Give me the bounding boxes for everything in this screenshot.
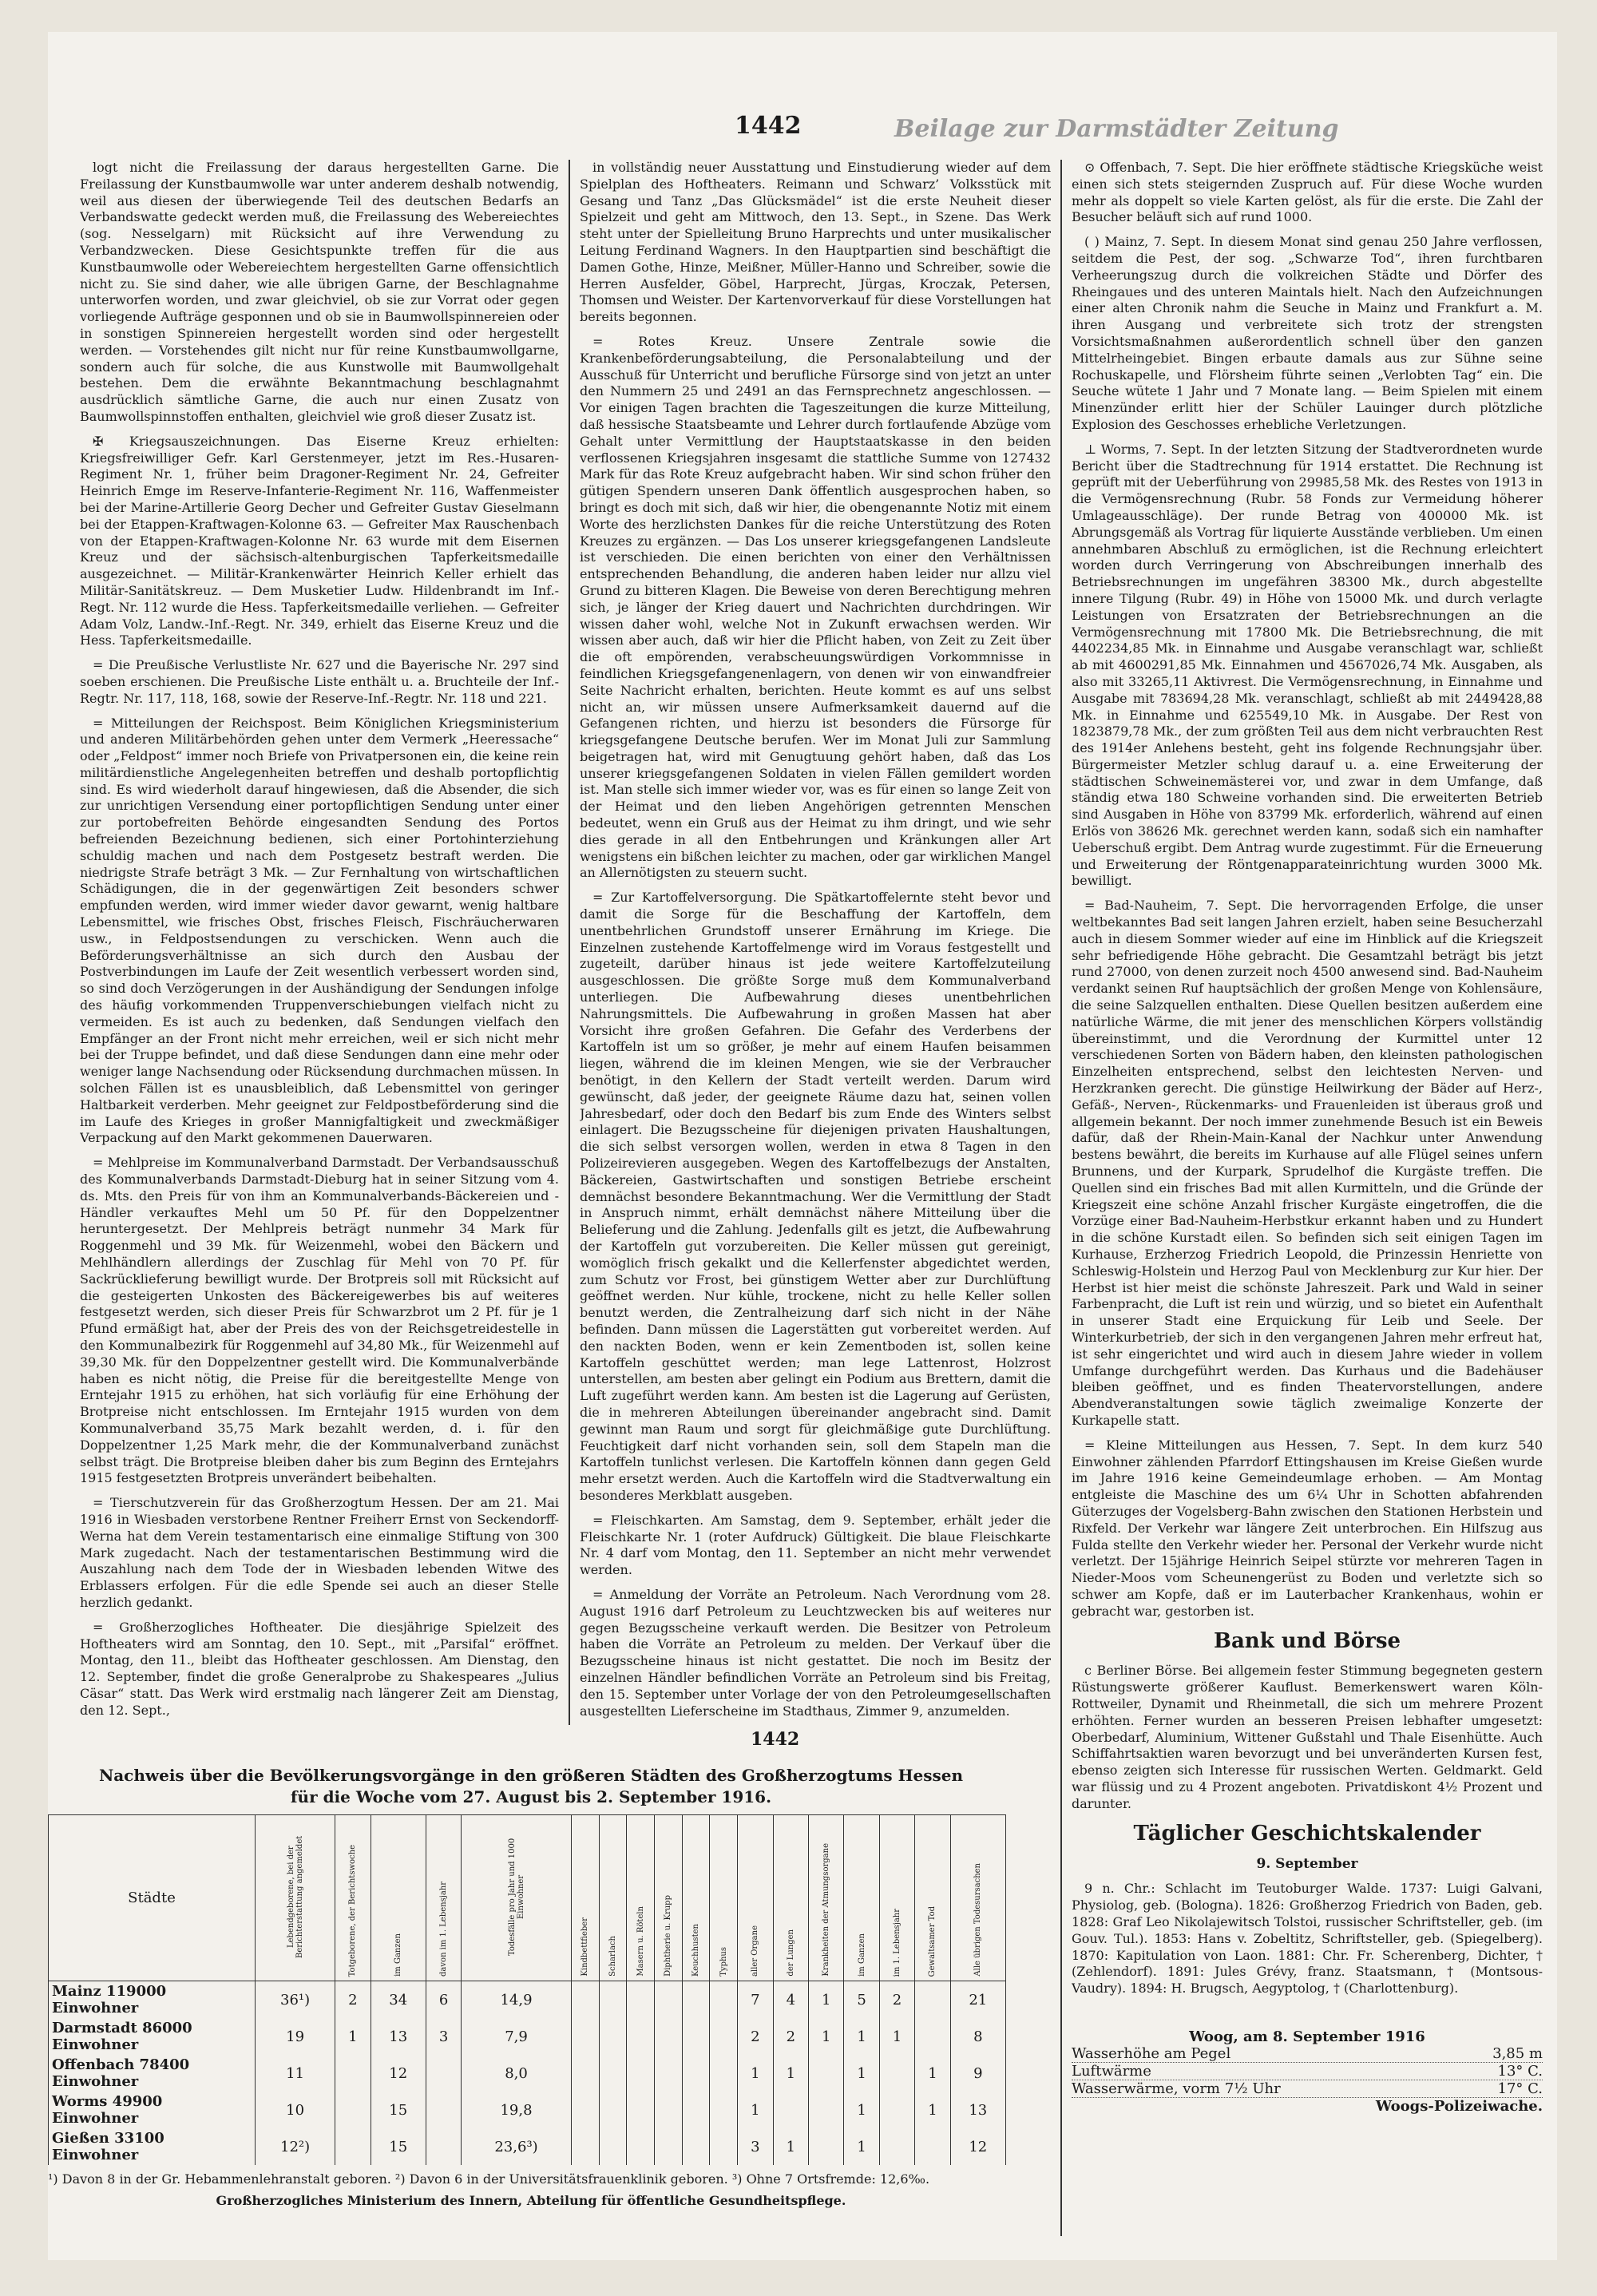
- table-cell: 13: [950, 2092, 1005, 2128]
- table-column-header: Alle übrigen Todesursachen: [950, 1815, 1005, 1981]
- table-cell: 9: [950, 2055, 1005, 2092]
- table-row: [49, 2055, 1006, 2092]
- column-2: [580, 160, 1051, 1725]
- table-cell: 14,9: [462, 1981, 572, 2019]
- table-cell: [571, 2128, 599, 2165]
- table-cell: 12²): [256, 2128, 335, 2165]
- table-cell: [627, 2128, 655, 2165]
- table-cell: 2: [335, 1981, 371, 2019]
- table-cell: 1: [844, 2018, 879, 2055]
- table-cell: [599, 2128, 627, 2165]
- table-cell: 34: [371, 1981, 426, 2019]
- table-cell: [571, 2018, 599, 2055]
- table-cell: [773, 2092, 808, 2128]
- table-column-header: im 1. Lebensjahr: [879, 1815, 914, 1981]
- table-cell: [335, 2128, 371, 2165]
- column-divider: [1060, 160, 1062, 2236]
- article: = Tierschutzverein für das Großherzogtum Hessen. Der am 21. Mai 1916 in Wiesbaden verstorbene Rentner Freiherr Ernst von Seckendorff-Werna hat dem Verein testamentarisch eine einmalige Stiftung von 300 Mark zugedacht. Nach der testamentarischen Bestimmung wird die Auszahlung nach dem Tode der in Wiesbaden lebenden Witwe des Erblassers erfolgen. Für die edle Spende sei auch an dieser Stelle herzlich gedankt.: [80, 1495, 559, 1610]
- article: ⊥ Worms, 7. Sept. In der letzten Sitzung der Stadtverordneten wurde Bericht über die Stadtrechnung für 1914 erstattet. Die Rechnung ist geprüft mit der Ueberführung von 29985,58 Mk. des Restes von 1913 in die Vermögensrechnung (Rubr. 58 Fonds zur Vermeidung höherer Umlageausschläge). Der runde Betrag von 400000 Mk. ist Abrungsgemäß als Vortrag für liquierte Ausstände verblieben. Um einen annehmbaren Abschluß zu ermöglichen, ist die Rechnung erleichtert worden durch Verringerung von Abschreibungen innerhalb des Betriebsrechnungen im ungefähren 38300 Mk., durch abgestellte innere Tilgung (Rubr. 49) in Höhe von 15000 Mk. und durch verlagte Leistungen von Ersatzraten der Betriebsrechnungen an die Vermögensrechnung mit 17800 Mk. Die Betriebsrechnung, die mit 4402234,85 Mk. in Einnahme und Ausgabe veranschlagt war, schließt ab mit 4600291,85 Mk. Einnahmen und 4567026,74 Mk. Ausgaben, als also mit 33265,11 Aktivrest. Die Vermögensrechnung, in Einnahme und Ausgabe mit 783694,28 Mk. veranschlagt, schließt ab mit 2449428,88 Mk. in Einnahme und 625549,10 Mk. in Ausgabe. Der Rest von 1823879,78 Mk., der zum größten Teil aus dem nicht verbrauchten Rest des 1914er Anlehens besteht, geht ins folgende Rechnungsjahr über. Bürgermeister Metzler schlug darauf u. a. eine Erweiterung der städtischen Schweinemästerei vor, und zwar in dem Umfange, daß ständig etwa 180 Schweine vorhanden sind. Die erweiterten Betrieb sind Ausgaben in Höhe von 83799 Mk. erforderlich, während auf einen Erlös von 38626 Mk. gerechnet werden kann, sodaß sich ein namhafter Ueberschuß ergibt. Dem Antrag wurde zugestimmt. Für die Erneuerung und Erweiterung der Röntgenapparateinrichtung wurden 3000 Mk. bewilligt.: [1072, 441, 1543, 889]
- table-cell: 15: [371, 2128, 426, 2165]
- table-cell: [426, 2055, 461, 2092]
- table-cell: 1: [773, 2055, 808, 2092]
- table-cell: [627, 2018, 655, 2055]
- table-cell: [654, 2018, 682, 2055]
- column-3: [1072, 160, 1543, 2020]
- article: c Berliner Börse. Bei allgemein fester Stimmung begegneten gestern Rüstungswerte größerer Kauflust. Bemerkenswert waren Köln-Rottweiler, Dynamit und Rheinmetall, die sich um mehrere Prozent erhöhten. Ferner wurden an besseren Preisen lebhafter umgesetzt: Oberbedarf, Aluminium, Wittener Gußstahl und Thale Eisenhütte. Auch Schiffahrtsaktien waren bevorzugt und bei unveränderten Kursen fest, ebenso zeigten sich Interesse für russischen Werten. Geldmarkt. Geld war flüssig und zu 4 Prozent angeboten. Privatdiskont 4½ Prozent und darunter.: [1072, 1663, 1543, 1811]
- table-column-header: Gewaltsamer Tod: [915, 1815, 950, 1981]
- article: logt nicht die Freilassung der daraus hergestellten Garne. Die Freilassung der Kunstbaumwolle war unter anderem deshalb notwendig, weil aus diesen der überwiegende Teil des deutschen Bedarfs an Verbandswatte gedeckt werden muß, die Freilassung des Webereiechtes (sog. Nesselgarn) mit Rücksicht auf ihre Verwendung zu Verbandzwecken. Diese Gesichtspunkte treffen für die aus Kunstbaumwolle oder Webereiechtem hergestellten Garne offensichtlich nicht zu. Sie sind daher, wie alle übrigen Garne, der Beschlagnahme unterworfen worden, und zwar gleichviel, ob sie zur Vorrat oder gegen vorliegende Aufträge gesponnen und ob sie in Baumwollspinnereien oder in sonstigen Spinnereien hergestellt worden sind oder hergestellt werden. — Vorstehendes gilt nicht nur für reine Kunstbaumwollgarne, sondern auch für solche, die aus Kunstwolle mit Baumwollgehalt bestehen. Dem die erwähnte Bekanntmachung beschlagnahmt ausdrücklich sämtliche Garne, die auch nur einen Zusatz von Baumwollspinnstoffen enthalten, gleichviel wie groß dieser Zusatz ist.: [80, 160, 559, 424]
- table-column-header: davon im 1. Lebensjahr: [426, 1815, 461, 1981]
- article: = Zur Kartoffelversorgung. Die Spätkartoffelernte steht bevor und damit die Sorge für die Beschaffung der Kartoffeln, dem unentbehrlichen Grundstoff unserer Ernährung im Kriege. Die Einzelnen zustehende Kartoffelmenge wird im Voraus festgestellt und zugeteilt, darüber hinaus ist jede weitere Kartoffelzuteilung ausgeschlossen. Die größte Sorge muß dem Kommunalverband unterliegen. Die Aufbewahrung dieses unentbehrlichen Nahrungsmittels. Die Aufbewahrung in großen Massen hat aber Vorsicht ihre großen Gefahren. Die Gefahr des Verderbens der Kartoffeln ist um so größer, je mehr auf einem Haufen beisammen liegen, während die im kleinen Mengen, wie sie der Verbraucher benötigt, in den Kellern der Stadt verteilt werden. Darum wird gewünscht, daß jeder, der geeignete Räume dazu hat, seinen vollen Jahresbedarf, oder doch den Bedarf bis zum Ende des Winters selbst einlagert. Die Bezugsscheine für diejenigen privaten Haushaltungen, die sich selbst versorgen wollen, werden in etwa 8 Tagen in den Polizeirevieren ausgegeben. Wegen des Kartoffelbezugs der Anstalten, Bäckereien, Gastwirtschaften und sonstigen Betriebe erscheint demnächst besondere Bekanntmachung. Wer die Vermittlung der Stadt in Anspruch nimmt, erhält demnächst nähere Mitteilung über die Belieferung und die Zahlung. Jedenfalls gilt es jetzt, die Aufbewahrung der Kartoffeln gut vorzubereiten. Die Keller müssen gut gereinigt, womöglich frisch gekalkt und die Kellerfenster abgedichtet werden, zum Schutz vor Frost, bei günstigem Wetter aber zur Durchlüftung geöffnet werden. Nur kühle, trockene, nicht zu helle Keller sollen benutzt werden, die Zentralheizung darf sich nicht in der Nähe befinden. Dann müssen die Lagerstätten gut vorbereitet werden. Auf den nackten Boden, wenn er kein Zementboden ist, sollen keine Kartoffeln geschüttet werden; man lege Lattenrost, Holzrost unterstellen, am besten aber gelingt ein Podium aus Brettern, damit die Luft zugeführt werden kann. Am besten ist die Lagerung auf Gerüsten, die in mehreren Abteilungen übereinander angebracht sind. Damit gewinnt man Raum und sorgt für gleichmäßige gute Durchlüftung. Feuchtigkeit darf nicht vorhanden sein, soll dem Stapeln man die Kartoffeln tunlichst verlesen. Die Kartoffeln können dann gegen Geld mehr ersetzt werden. Auch die Kartoffeln wird die Stadtverwaltung ein besonderes Merkblatt ausgeben.: [580, 890, 1051, 1503]
- table-cell: 2: [879, 1981, 914, 2019]
- city-cell: Gießen 33100 Einwohner: [49, 2128, 256, 2165]
- table-cell: 21: [950, 1981, 1005, 2019]
- table-cell: 5: [844, 1981, 879, 2019]
- article: = Bad-Nauheim, 7. Sept. Die hervorragenden Erfolge, die unser weltbekanntes Bad seit langen Jahren erzielt, haben seine Besucherzahl auch in diesem Sommer wieder auf eine im Hinblick auf die Kriegszeit sehr befriedigende Höhe gebracht. Die Gesamtzahl beträgt bis jetzt rund 27000, von denen zurzeit noch 4500 anwesend sind. Bad-Nauheim verdankt seinen Ruf hauptsächlich der großen Menge von Kohlensäure, die seine Salzquellen enthalten. Diese Quellen besitzen außerdem eine natürliche Wärme, die mit jener des menschlichen Körpers vollständig übereinstimmt, und die Verordnung der Kurmittel unter 12 verschiedenen Sorten von Bädern haben, den kleinsten pathologischen Einzelheiten entsprechend, selbst den leichtesten Nerven- und Herzkranken gerecht. Die günstige Heilwirkung der Bäder auf Herz-, Gefäß-, Nerven-, Rückenmarks- und Frauenleiden ist überaus groß und allgemein bekannt. Der noch immer zunehmende Besuch ist ein Beweis dafür, daß der Rhein-Main-Kanal der Nachkur unter Anwendung bestens bewährt, die bereits im Kurhause auf alle Flügel seines unfern Brunnens, und der Kurpark, Sprudelhof die Kurgäste treffen. Die Quellen sind ein frisches Bad mit allen Kurmitteln, und die Gründe der Kriegszeit eine schöne Anzahl frischer Kurgäste eingetroffen, die die Vorzüge einer Bad-Nauheim-Herbstkur erkannt haben und zu Hundert in die schöne Kurstadt eilen. So befinden sich seit einigen Tagen im Kurhause, Erzherzog Friedrich Leopold, die Prinzessin Henriette von Schleswig-Holstein und Herzog Paul von Mecklenburg zur Kur hier. Der Herbst ist hier meist die schönste Jahreszeit. Park und Wald in seiner Farbenpracht, die Luft ist rein und würzig, und so bietet ein Aufenthalt in unserer Stadt eine Erquickung für Leib und Seele. Der Winterkurbetrieb, der sich in den vergangenen Jahren mehr erfreut hat, ist sehr eingerichtet und wird auch in diesem Jahre wieder in vollem Umfange durchgeführt werden. Das Kurhaus und die Badehäuser bleiben geöffnet, und es finden Theatervorstellungen, andere Abendveranstaltungen sowie täglich zweimalige Konzerte der Kurkapelle statt.: [1072, 898, 1543, 1428]
- table-cell: [710, 2128, 738, 2165]
- article: 9 n. Chr.: Schlacht im Teutoburger Walde. 1737: Luigi Galvani, Physiolog, geb. (Bologna). 1826: Großherzog Friedrich von Baden, geb. 1828: Graf Leo Nikolajewitsch Tolstoi, russischer Schriftsteller, geb. (im Gouv. Tul.). 1853: Hans v. Zobeltitz, Schriftsteller, geb. (Spiegelberg). 1870: Kapitulation von Laon. 1881: Chr. Fr. Scherenberg, Dichter, † (Zehlendorf). 1891: Jules Grévy, franz. Staatsmann, † (Montsous-Vaudry). 1894: H. Brugsch, Aegyptolog, † (Charlottenburg).: [1072, 1881, 1543, 1997]
- table-cell: [682, 1981, 710, 2019]
- table-cell: 8,0: [462, 2055, 572, 2092]
- footnotes: ¹) Davon 8 in der Gr. Hebammenlehranstalt geboren. ²) Davon 6 in der Universitätsfrauenklinik geboren. ³) Ohne 7 Ortsfremde: 12,6‰.: [48, 2171, 930, 2187]
- table-cell: [682, 2018, 710, 2055]
- newspaper-page: [48, 32, 1557, 2260]
- table-cell: [915, 2018, 950, 2055]
- article: 9. September: [1256, 1856, 1358, 1873]
- table-cell: 1: [809, 2018, 844, 2055]
- table-cell: 19,8: [462, 2092, 572, 2128]
- table-row: [49, 2018, 1006, 2055]
- table-cell: [426, 2092, 461, 2128]
- table-cell: [710, 2018, 738, 2055]
- table-cell: [571, 1981, 599, 2019]
- table-cell: 12: [950, 2128, 1005, 2165]
- table-cell: [682, 2055, 710, 2092]
- table-cell: 1: [844, 2128, 879, 2165]
- table-cell: 36¹): [256, 1981, 335, 2019]
- woog-title: Woog, am 8. September 1916: [1189, 2028, 1425, 2045]
- woog-row: Luftwärme 13° C.: [1072, 2063, 1543, 2080]
- table-cell: [915, 1981, 950, 2019]
- city-cell: Darmstadt 86000 Einwohner: [49, 2018, 256, 2055]
- table-cell: 1: [773, 2128, 808, 2165]
- table-cell: 6: [426, 1981, 461, 2019]
- table-cell: 2: [773, 2018, 808, 2055]
- table-cell: [915, 2128, 950, 2165]
- article: = Kleine Mitteilungen aus Hessen, 7. Sept. In dem kurz 540 Einwohner zählenden Pfarrdorf Ettingshausen im Kreise Gießen wurde im Jahre 1916 keine Gemeindeumlage erhoben. — Am Montag entgleiste die Maschine des um 6¼ Uhr in Schotten abfahrenden Güterzuges der Vogelsberg-Bahn zwischen den Stationen Herbstein und Rixfeld. Der Verkehr war längere Zeit unterbrochen. Ein Hilfszug aus Fulda stellte den Verkehr wieder her. Personal der Verkehr wurde nicht verletzt. Der 15jährige Heinrich Seipel stürzte vor mehreren Tagen in Nieder-Moos vom Scheunengerüst zu Boden und verletzte sich so schwer am Kopfe, daß er im Lauterbacher Krankenhaus, wohin er gebracht war, gestorben ist.: [1072, 1437, 1543, 1619]
- table-cell: [599, 1981, 627, 2019]
- table-cell: [426, 2128, 461, 2165]
- article: Bank und Börse: [1213, 1628, 1401, 1653]
- article: ✠ Kriegsauszeichnungen. Das Eiserne Kreuz erhielten: Kriegsfreiwilliger Gefr. Karl Gerstenmeyer, jetzt im Res.-Husaren-Regiment Nr. 1, früher beim Dragoner-Regiment Nr. 24, Gefreiter Heinrich Emge im Reserve-Infanterie-Regiment Nr. 116, Waffenmeister bei der Marine-Artillerie Georg Decher und Gefreiter Gustav Gieselmann bei der Etappen-Kraftwagen-Kolonne 63. — Gefreiter Max Rauschenbach von der Etappen-Kraftwagen-Kolonne Nr. 63 wurde mit dem Eisernen Kreuz und der sächsisch-altenburgischen Tapferkeitsmedaille ausgezeichnet. — Militär-Krankenwärter Heinrich Keller erhielt das Militär-Sanitätskreuz. — Dem Musketier Ludw. Hildenbrandt im Inf.-Regt. Nr. 112 wurde die Hess. Tapferkeitsmedaille verliehen. — Gefreiter Adam Volz, Landw.-Inf.-Regt. Nr. 349, erhielt das Eiserne Kreuz und die Hess. Tapferkeitsmedaille.: [80, 433, 559, 648]
- column-divider: [569, 160, 570, 1725]
- article: ⊙ Offenbach, 7. Sept. Die hier eröffnete städtische Kriegsküche weist einen sich stets steigernden Zuspruch auf. Für diese Woche wurden mehr als doppelt so viele Karten gelöst, als für die erste. Die Zahl der Besucher beläuft sich auf rund 1000.: [1072, 160, 1543, 225]
- table-column-header: Typhus: [710, 1815, 738, 1981]
- table-cell: [710, 1981, 738, 2019]
- article: ( ) Mainz, 7. Sept. In diesem Monat sind genau 250 Jahre verflossen, seitdem die Pest, der sog. „Schwarze Tod“, ihren furchtbaren Verheerungszug durch die volkreichen Städte und Dörfer des Rheingaues und des unteren Maintals hielt. Nach den Aufzeichnungen einer alten Chronik nahm die Seuche in Mainz und Frankfurt a. M. ihren Ausgang und verbreitete sich trotz der strengsten Vorsichtsmaßnahmen außerordentlich schnell über den ganzen Mittelrheingebiet. Bingen erbaute damals aus zur Sühne seine Rochuskapelle, und Flörsheim führte seinen „Verlobten Tag“ ein. Die Seuche wütete 1 Jahr und 7 Monate lang. — Beim Spielen mit einem Minenzünder erlitt hier der Schüler Lauinger durch plötzliche Explosion des Geschosses erhebliche Verletzungen.: [1072, 234, 1543, 432]
- woog-report: [1072, 2028, 1543, 2115]
- table-cell: [879, 2092, 914, 2128]
- table-column-header: im Ganzen: [844, 1815, 879, 1981]
- table-row: [49, 2128, 1006, 2165]
- supplement-title: Beilage zur Darmstädter Zeitung: [894, 115, 1339, 143]
- table-cell: [809, 2128, 844, 2165]
- table-cell: [627, 2092, 655, 2128]
- city-cell: Worms 49900 Einwohner: [49, 2092, 256, 2128]
- table-column-header: im Ganzen: [371, 1815, 426, 1981]
- table-cell: [627, 1981, 655, 2019]
- statistics-table: [48, 1814, 1006, 2165]
- woog-sign: Woogs-Polizeiwache.: [1375, 2098, 1543, 2115]
- table-column-header: aller Organe: [738, 1815, 773, 1981]
- page-header: [48, 112, 1557, 160]
- city-cell: Offenbach 78400 Einwohner: [49, 2055, 256, 2092]
- article: = Fleischkarten. Am Samstag, dem 9. September, erhält jeder die Fleischkarte Nr. 1 (roter Aufdruck) Gültigkeit. Die blaue Fleischkarte Nr. 4 darf vom Montag, den 11. September an nicht mehr verwendet werden.: [580, 1512, 1051, 1578]
- table-cell: [654, 2092, 682, 2128]
- table-row: [49, 2092, 1006, 2128]
- table-cell: 1: [844, 2092, 879, 2128]
- table-cell: 15: [371, 2092, 426, 2128]
- table-cell: [879, 2055, 914, 2092]
- table-cell: 1: [844, 2055, 879, 2092]
- table-cell: 1: [915, 2055, 950, 2092]
- table-cell: [599, 2092, 627, 2128]
- table-column-header: Krankheiten der Atmungsorgane: [809, 1815, 844, 1981]
- table-cell: 12: [371, 2055, 426, 2092]
- table-cell: [599, 2018, 627, 2055]
- article: = Anmeldung der Vorräte an Petroleum. Nach Verordnung vom 28. August 1916 darf Petroleum zu Leuchtzwecken bis auf weiteres nur gegen Bezugsscheine verkauft werden. Die Besitzer von Petroleum haben die Vorräte an Petroleum zu melden. Der Verkauf über die Bezugsscheine hinaus ist nicht gestattet. Die noch im Besitz der einzelnen Händler befindlichen Vorräte an Petroleum sind bis Freitag, den 15. September unter Vorlage der von den Petroleumgesellschaften ausgestellten Lieferscheine im Stadthaus, Zimmer 9, anzumelden.: [580, 1586, 1051, 1719]
- table-column-header: der Lungen: [773, 1815, 808, 1981]
- city-cell: Mainz 119000 Einwohner: [49, 1981, 256, 2019]
- table-cell: 1: [879, 2018, 914, 2055]
- table-cell: 1: [809, 1981, 844, 2019]
- table-column-header: Todesfälle pro Jahr und 1000 Einwohner: [462, 1815, 572, 1981]
- article: = Mehlpreise im Kommunalverband Darmstadt. Der Verbandsausschuß des Kommunalverbands Darmstadt-Dieburg hat in seiner Sitzung vom 4. ds. Mts. den Preis für von ihm an Kommunalverbands-Bäckereien und -Händler verkauftes Mehl um 50 Pf. für den Doppelzentner heruntergesetzt. Der Mehlpreis beträgt nunmehr 34 Mark für Roggenmehl und 39 Mk. für Weizenmehl, wobei den Bäckern und Mehlhändlern allerdings der Zuschlag für Mehl von 70 Pf. für Sackrücklieferung bewilligt wurde. Der Brotpreis soll mit Rücksicht auf die gesteigerten Unkosten des Bäckereigewerbes bis auf weiteres festgesetzt werden, sich dieser Preis für Schwarzbrot um 2 Pf. für je 1 Pfund ermäßigt hat, aber der Preis des von der Reichsgetreidestelle in den Kommunalbezirk für Roggenmehl auf 34,80 Mk., für Weizenmehl auf 39,30 Mk. für den Doppelzentner gestellt wird. Die Kommunalverbände haben es nicht nötig, die Preise für die bereitgestellte Menge von Erntejahr 1915 zu erhöhen, hat sich vorläufig für eine Erhöhung der Brotpreise nicht entschlossen. Im Erntejahr 1915 wurden von dem Kommunalverband 35,75 Mark bezahlt werden, d. i. für den Doppelzentner 1,25 Mark mehr, die der Kommunalverband zunächst selbst trägt. Die Brotpreise bleiben daher bis zum Beginn des Erntejahrs 1915 festgesetzten Brotpreis unverändert beibehalten.: [80, 1155, 559, 1486]
- table-cell: [627, 2055, 655, 2092]
- article: = Rotes Kreuz. Unsere Zentrale sowie die Krankenbeförderungsabteilung, die Personalabteilung und der Ausschuß für Unterricht und berufliche Fürsorge sind von jetzt an unter den Nummern 25 und 2491 an das Fernsprechnetz angeschlossen. — Vor einigen Tagen brachten die Tageszeitungen die kurze Mitteilung, daß hessische Staatsbeamte und Lehrer durch fortlaufende Abzüge vom Gehalt unter Vermittlung der Hauptstaatskasse in den beiden verflossenen Kriegsjahren insgesamt die stattliche Summe von 127432 Mark für das Rote Kreuz aufgebracht haben. Wir sind schon früher den gütigen Spendern unseren Dank öffentlich ausgesprochen haben, so bringt es doch mit sich, daß wir hier, die obengenannte Notiz mit einem Worte des herzlichsten Dankes für die reiche Unterstützung des Roten Kreuzes zu ergänzen. — Das Los unserer kriegsgefangenen Landsleute ist verschieden. Die einen berichten von einer den Verhältnissen entsprechenden Behandlung, die anderen haben leider nur allzu viel Grund zu bitteren Klagen. Die Beweise von deren Berechtigung mehren sich, je länger der Krieg dauert und Nachrichten durchdringen. Wir wissen daher wohl, welche Not in Zukunft erwachsen werden. Wir wissen aber auch, daß wir hier die Pflicht haben, von Zeit zu Zeit über die oft empörenden, verabscheuungswürdigen Vorkommnisse in feindlichen Kriegsgefangenenlagern, von denen wir von einwandfreier Seite Nachricht erhalten, berichten. Heute kommt es auf uns selbst nicht an, wir müssen unsere Aufmerksamkeit dauernd auf die Gefangenen richten, und hierzu ist besonders die Fürsorge für kriegsgefangene Deutsche berufen. Wer im Monat Juli zur Sammlung beigetragen hat, wird mit Genugtuung gehört haben, daß das Los unserer kriegsgefangenen Soldaten in vielen Fällen gemildert worden ist. Man stelle sich immer wieder vor, was es für einen so lange Zeit von der Heimat und den lieben Angehörigen getrennten Menschen bedeutet, wenn ein Gruß aus der Heimat zu ihm dringt, und wie sehr dies gerade in all den Entbehrungen und Kränkungen aller Art wenigstens ein bißchen leichter zu machen, oder gar wirklichen Mangel an Allernötigsten zu steuern sucht.: [580, 333, 1051, 881]
- table-cell: 4: [773, 1981, 808, 2019]
- table-cell: [654, 2128, 682, 2165]
- table-cell: 1: [738, 2092, 773, 2128]
- woog-row: Wasserwärme, vorm 7½ Uhr 17° C.: [1072, 2080, 1543, 2097]
- table-row: [49, 1981, 1006, 2019]
- column-1: [80, 160, 559, 1725]
- table-column-header: Kindbettfieber: [571, 1815, 599, 1981]
- table-cell: [599, 2055, 627, 2092]
- table-cell: 2: [738, 2018, 773, 2055]
- table-cell: [809, 2092, 844, 2128]
- table-cell: 7: [738, 1981, 773, 2019]
- table-cell: 3: [738, 2128, 773, 2165]
- article: Täglicher Geschichtskalender: [1133, 1821, 1481, 1846]
- table-column-header: Scharlach: [599, 1815, 627, 1981]
- table-cell: 1: [915, 2092, 950, 2128]
- table-cell: 7,9: [462, 2018, 572, 2055]
- table-column-header: Keuchhusten: [682, 1815, 710, 1981]
- article: in vollständig neuer Ausstattung und Einstudierung wieder auf dem Spielplan des Hoftheaters. Reimann und Schwarz’ Volksstück mit Gesang und Tanz „Das Glücksmädel“ ist die erste Neuheit dieser Spielzeit und geht am Mittwoch, den 13. Sept., in Szene. Das Werk steht unter der Spielleitung Bruno Harprechts und unter musikalischer Leitung Ferdinand Wagners. In den Hauptpartien sind beschäftigt die Damen Gothe, Hinze, Meißner, Müller-Hanno und Schreiber, sowie die Herren Ausfelder, Göbel, Harprecht, Jürgas, Kroczak, Petersen, Thomsen und Weister. Der Kartenvorverkauf für diese Vorstellungen hat bereits begonnen.: [580, 160, 1051, 325]
- table-cell: [571, 2092, 599, 2128]
- woog-row: Wasserhöhe am Pegel 3,85 m: [1072, 2045, 1543, 2062]
- table-column-header: Diphtherie u. Krupp: [654, 1815, 682, 1981]
- table-cell: [879, 2128, 914, 2165]
- population-statistics: [48, 1765, 1014, 2244]
- table-cell: 23,6³): [462, 2128, 572, 2165]
- article: = Die Preußische Verlustliste Nr. 627 und die Bayerische Nr. 297 sind soeben erschienen. Die Preußische Liste enthält u. a. Bruchteile der Inf.-Regtr. Nr. 117, 118, 168, sowie der Reserve-Inf.-Regtr. Nr. 118 und 221.: [80, 657, 559, 706]
- table-cell: 10: [256, 2092, 335, 2128]
- table-cell: [571, 2055, 599, 2092]
- ministry-line: Großherzogliches Ministerium des Innern, Abteilung für öffentliche Gesundheitspflege.: [216, 2193, 846, 2208]
- table-cell: 3: [426, 2018, 461, 2055]
- table-cell: 1: [335, 2018, 371, 2055]
- article: = Großherzogliches Hoftheater. Die diesjährige Spielzeit des Hoftheaters wird am Sonntag, den 10. Sept., mit „Parsifal“ eröffnet. Montag, den 11., bleibt das Hoftheater geschlossen. Am Dienstag, den 12. September, findet die große Generalprobe zu Shakespeares „Julius Cäsar“ statt. Das Werk wird erstmalig nach längerer Zeit am Dienstag, den 12. Sept.,: [80, 1619, 559, 1718]
- table-column-header: Masern u. Röteln: [627, 1815, 655, 1981]
- table-cell: 13: [371, 2018, 426, 2055]
- table-cell: 11: [256, 2055, 335, 2092]
- table-cell: 19: [256, 2018, 335, 2055]
- table-cell: 1: [738, 2055, 773, 2092]
- table-cell: [710, 2092, 738, 2128]
- table-cell: 8: [950, 2018, 1005, 2055]
- table-cell: [682, 2128, 710, 2165]
- table-cell: [335, 2055, 371, 2092]
- table-cell: [335, 2092, 371, 2128]
- table-cell: [654, 2055, 682, 2092]
- table-cell: [682, 2092, 710, 2128]
- city-header: Städte: [49, 1815, 256, 1981]
- table-cell: [809, 2055, 844, 2092]
- table-cell: [654, 1981, 682, 2019]
- table-cell: [710, 2055, 738, 2092]
- article: = Mitteilungen der Reichspost. Beim Königlichen Kriegsministerium und anderen Militärbehörden gehen unter dem Vermerk „Heeressache“ oder „Feldpost“ immer noch Briefe von Privatpersonen ein, die keine rein militärdienstliche Angelegenheiten betreffen und deshalb portopflichtig sind. Es wird wiederholt darauf hingewiesen, daß die Absender, die sich zur unrichtigen Versendung einer portopflichtigen Sendung unter einer zur portobefreiten Behörde eingesandten Sendung des Portos befreienden Bezeichnung bedienen, sich einer Portohinterziehung schuldig machen und nach dem Postgesetz bestraft werden. Die niedrigste Strafe beträgt 3 Mk. — Zur Fernhaltung von wirtschaftlichen Schädigungen, die in der gegenwärtigen Zeit besonders schwer empfunden werden, wird immer wieder davor gewarnt, wenig haltbare Lebensmittel, wie frisches Obst, frisches Fleisch, Fischräucherwaren usw., in Feldpostsendungen zu verschicken. Wenn auch die Beförderungsverhältnisse an sich durch den Ausbau der Postverbindungen im Laufe der Zeit wesentlich verbessert worden sind, so sind doch Verzögerungen in der Aushändigung der Sendungen infolge des häufig vorkommenden Truppenverschiebungen vielfach nicht zu vermeiden. Es ist auch zu bedenken, daß Sendungen vielfach den Empfänger an der Front nicht mehr erreichen, weil er sich nicht mehr bei der Truppe befindet, und daß diese Sendungen dann eine mehr oder weniger lange Nachsendung oder Rücksendung durchmachen müssen. In solchen Fällen ist es unausbleiblich, daß Lebensmittel von geringer Haltbarkeit verderben. Mehr geeignet zur Feldpostbeförderung sind die im Laufe des Krieges in großer Mannigfaltigkeit und zweckmäßiger Verpackung auf den Markt gekommenen Dauerwaren.: [80, 715, 559, 1146]
- table-column-header: Totgeborene, der Berichtswoche: [335, 1815, 371, 1981]
- mid-page-number: 1442: [751, 1729, 800, 1750]
- page-number: 1442: [735, 112, 802, 140]
- table-title: Nachweis über die Bevölkerungsvorgänge in den größeren Städten des Großherzogtums Hessen für die Woche vom 27. August bis 2. September 1916.: [98, 1766, 964, 1806]
- table-column-header: Lebendgeborene, bei der Berichterstattung angemeldet: [256, 1815, 335, 1981]
